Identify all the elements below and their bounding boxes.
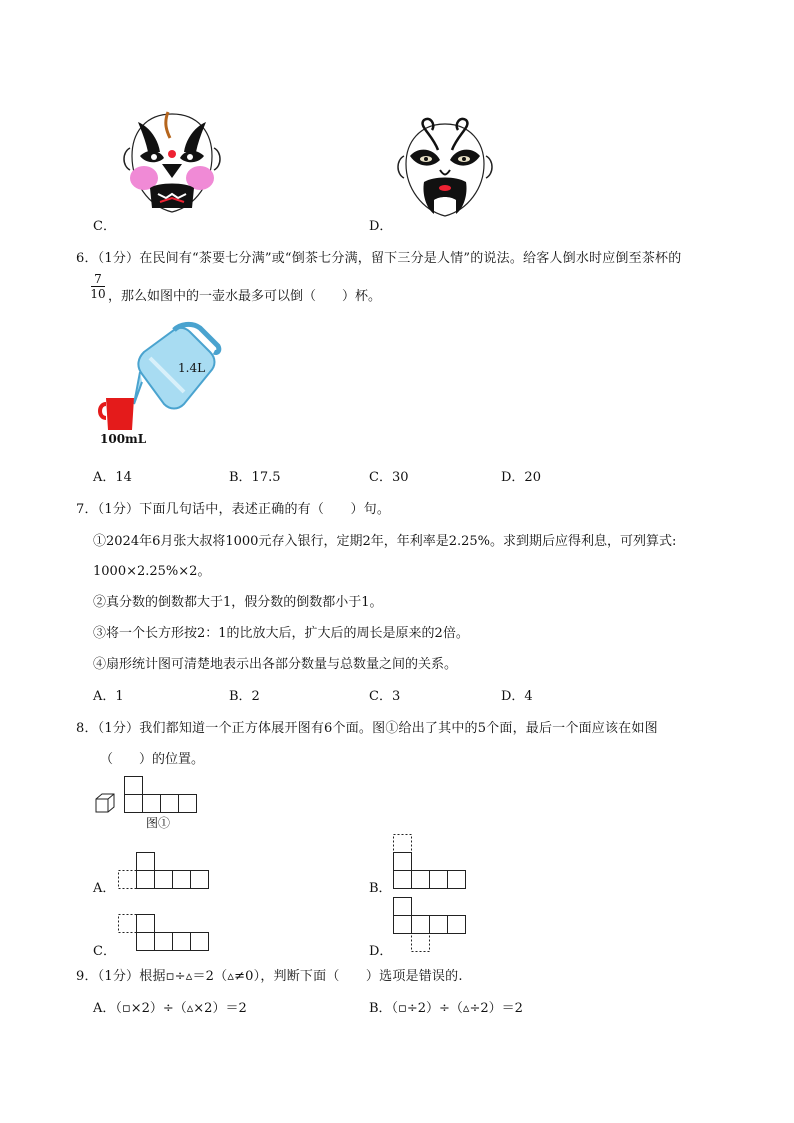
cube-icon (94, 793, 116, 815)
q6-fraction-denominator: 10 (90, 287, 106, 301)
q6-stem-line2: ，那么如图中的一壶水最多可以倒（ ）杯。 (108, 289, 382, 304)
option-c-label: C． (93, 219, 116, 234)
q8-option-d-label[interactable]: D． (369, 944, 393, 959)
q7-stem: 7．（1分）下面几句话中，表述正确的有（ ）句。 (76, 502, 391, 517)
q7-option-c[interactable]: C．3 (369, 689, 401, 704)
q8-option-c-net[interactable] (118, 914, 210, 952)
q8-option-b-net[interactable] (393, 834, 467, 890)
q8-stem-line2: （ ）的位置。 (100, 752, 205, 767)
opera-mask-d-image (394, 116, 496, 220)
option-d-label: D． (369, 219, 393, 234)
q7-statement-1-line2: 1000×2.25%×2。 (93, 564, 211, 579)
q8-option-b-label[interactable]: B． (369, 881, 392, 896)
q7-statement-4: ④扇形统计图可清楚地表示出各部分数量与总数量之间的关系。 (93, 657, 458, 672)
q7-option-a[interactable]: A．1 (93, 689, 124, 704)
q7-statement-1-line1: ①2024年6月张大叔将1000元存入银行，定期2年，年利率是2.25%。求到期后应得利息，可列算式: (93, 534, 677, 549)
q6-fraction (90, 272, 106, 301)
q9-option-a[interactable]: A．（▫×2）÷（▵×2）＝2 (93, 1001, 247, 1016)
q8-option-d-net[interactable] (393, 897, 467, 953)
q8-option-a-net[interactable] (118, 852, 210, 890)
q6-option-d[interactable]: D．20 (501, 470, 541, 485)
q6-option-b[interactable]: B．17.5 (229, 470, 281, 485)
opera-mask-c-image (118, 108, 226, 216)
q7-statement-3: ③将一个长方形按2：1的比放大后，扩大后的周长是原来的2倍。 (93, 626, 469, 641)
q9-option-b[interactable]: B．（▫÷2）÷（▵÷2）＝2 (369, 1001, 523, 1016)
q7-option-d[interactable]: D．4 (501, 689, 533, 704)
figure-1-cube-net (124, 776, 198, 814)
q6-option-a[interactable]: A．14 (93, 470, 132, 485)
red-cup-image (98, 396, 138, 432)
q7-option-b[interactable]: B．2 (229, 689, 260, 704)
figure-1-caption: 图① (146, 816, 171, 830)
q9-stem: 9．（1分）根据▫÷▵＝2（▵≠0），判断下面（ ）选项是错误的. (76, 969, 463, 984)
q8-stem-line1: 8．（1分）我们都知道一个正方体展开图有6个面。图①给出了其中的5个面，最后一个面应该在如图 (76, 721, 658, 736)
q6-fraction-numerator: 7 (94, 272, 102, 286)
q7-statement-2: ②真分数的倒数都大于1，假分数的倒数都小于1。 (93, 595, 383, 610)
kettle-volume-label: 1.4L (178, 361, 206, 375)
q8-option-c-label[interactable]: C． (93, 944, 116, 959)
kettle-image (134, 322, 220, 414)
q8-option-a-label[interactable]: A． (93, 881, 116, 896)
q6-option-c[interactable]: C．30 (369, 470, 409, 485)
cup-volume-label: 100mL (100, 432, 147, 446)
q6-stem-line1: 6．（1分）在民间有“茶要七分满”或“倒茶七分满，留下三分是人情”的说法。给客人倒水时应倒至茶杯的 (76, 251, 682, 266)
